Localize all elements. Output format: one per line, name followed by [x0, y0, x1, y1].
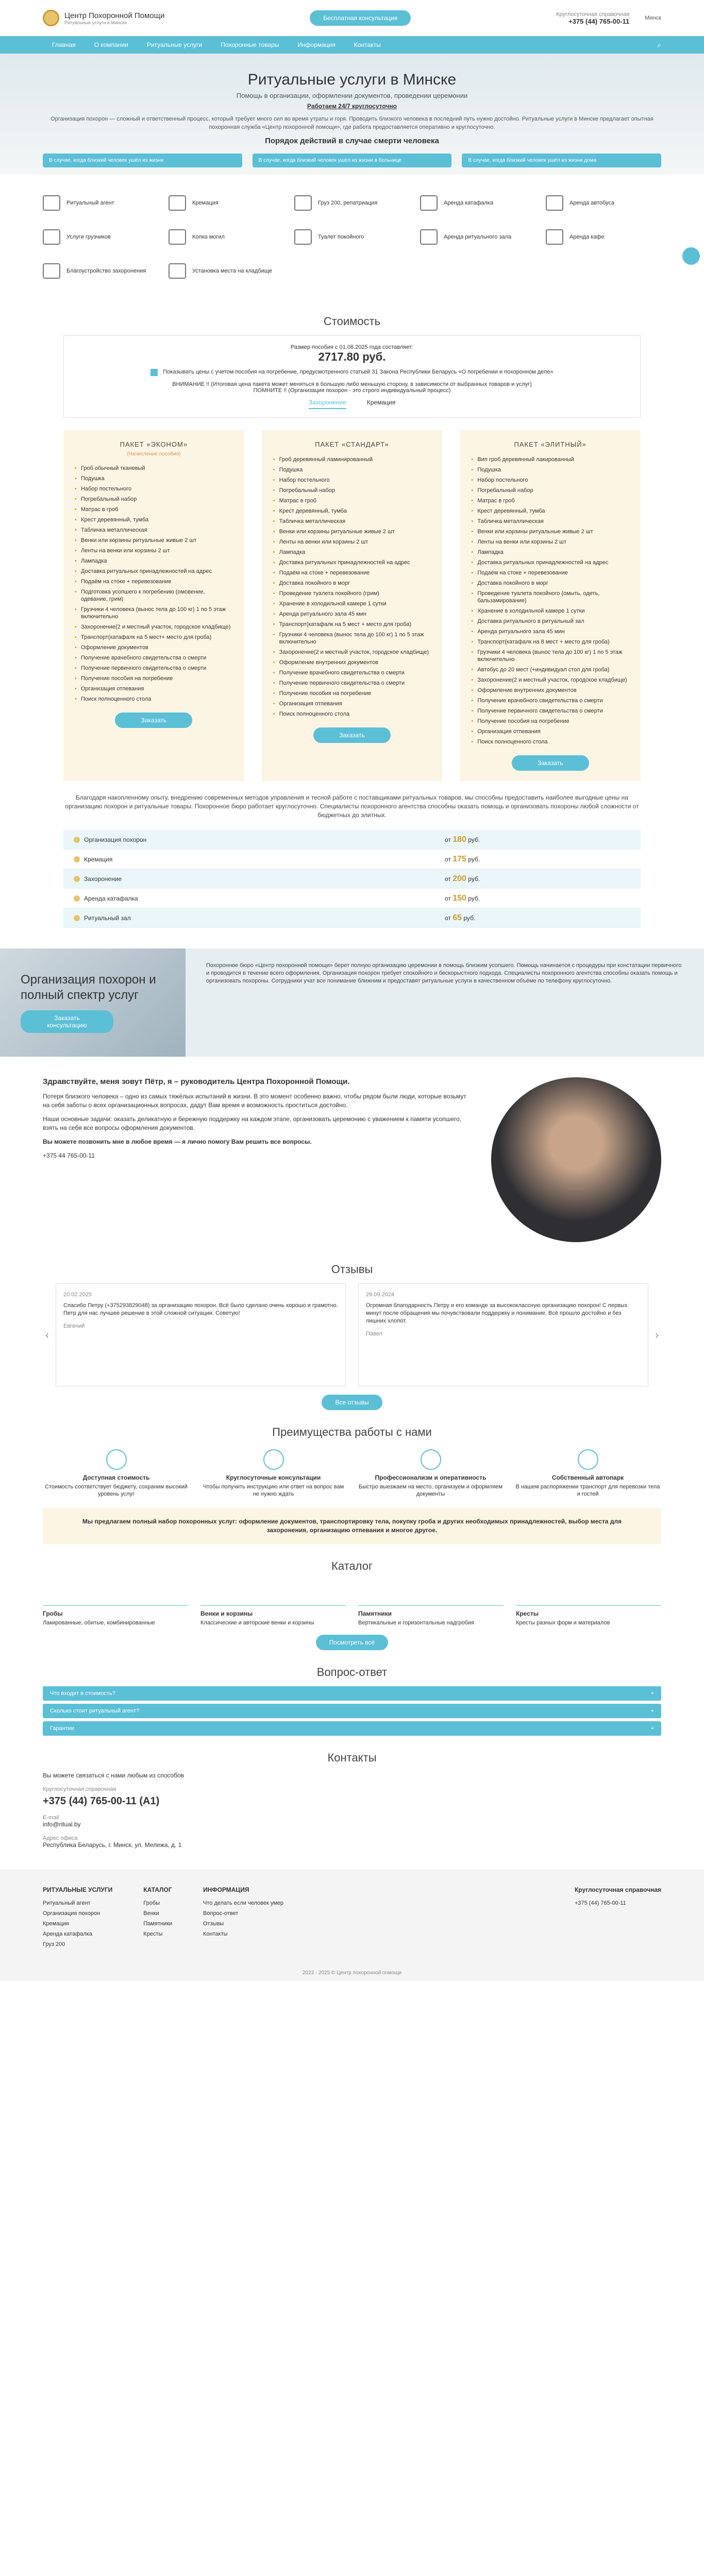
director-phone[interactable]: +375 44 765-00-11 [43, 1152, 95, 1159]
package-item: • Лампадка [75, 556, 233, 566]
shovel-icon [169, 229, 186, 245]
package-item: • Венки или корзины ритуальные живые 2 шт [75, 535, 233, 546]
service-item[interactable]: Благоустройство захоронения [43, 263, 158, 279]
package-item: • Грузчики 4 человека (вынос тела до 100 кг) 1 по 5 этаж включительно [75, 604, 233, 622]
nav-contacts[interactable]: Контакты [354, 41, 381, 48]
service-item[interactable]: Аренда катафалка [420, 195, 535, 211]
package-item: • Гроб деревянный ламинированный [273, 454, 431, 465]
price-value: 200 [452, 874, 466, 883]
package-item: • Организация отпевания [75, 684, 233, 694]
hero [0, 54, 704, 175]
footer-link[interactable]: Что делать если человек умер [203, 1900, 284, 1906]
contacts [43, 1772, 661, 1849]
plane-icon [294, 195, 312, 211]
package-item: • Подготовка усопшего к погребению (омовение, одевание, грим) [75, 587, 233, 604]
city-selector[interactable]: Минск [645, 15, 661, 21]
benefit-line: Размер пособия с 01.08.2025 года составляет: [290, 344, 414, 350]
nav-goods[interactable]: Похоронные товары [221, 41, 279, 48]
hero-subtitle: Помощь в организации, оформлении документов, проведении церемонии [236, 92, 468, 99]
director-p2: Наши основные задачи: оказать деликатную и бережную поддержку на каждом этапе, организовать церемонию с уважением к памяти усопшего, взять на себя все вопросы оформления документов. [43, 1115, 462, 1131]
service-item[interactable]: Услуги грузчиков [43, 229, 158, 245]
package-item: • Подаём на стоке + перевезование [273, 568, 431, 578]
package-economy [63, 430, 244, 781]
price-name: Кремация [84, 855, 113, 863]
package-item: • Оформление документов [75, 642, 233, 653]
package-item: • Набор постельного [273, 475, 431, 485]
director-p3: Вы можете позвонить мне в любое время — я лично помогу Вам решить все вопросы. [43, 1138, 312, 1145]
package-item: • Табличка металлическая [471, 516, 629, 527]
wreath-icon [200, 1580, 346, 1606]
package-item: • Подаём на стоке + перевезование [471, 568, 629, 578]
service-item[interactable]: Груз 200, репатриация [294, 195, 410, 211]
director-title: Здравствуйте, меня зовут Пётр, я – руководитель Центра Похоронной Помощи. [43, 1077, 350, 1086]
footer-link[interactable]: Аренда катафалка [43, 1931, 92, 1937]
bullet-icon [74, 837, 80, 843]
review-card [56, 1283, 346, 1386]
footer-col-title: КАТАЛОГ [143, 1886, 172, 1893]
bullet-icon [74, 915, 80, 921]
footer-phone-label: Круглосуточная справочная [574, 1886, 661, 1893]
package-item: • Венки или корзины ритуальные живые 2 шт [273, 527, 431, 537]
bullet-icon [74, 895, 80, 902]
cemetery-icon [169, 263, 186, 279]
package-item: • Доставка ритуальных принадлежностей на адрес [75, 566, 233, 577]
search-icon[interactable]: ⌕ [657, 40, 661, 49]
package-title: ПАКЕТ «ЭЛИТНЫЙ» [514, 440, 586, 448]
package-item: • Организация отпевания [471, 726, 629, 737]
org-text: Похоронное бюро «Центр похоронной помощи» берет полную организацию церемонии в помощь близким усопшего. Помощь начинается с процедуры при констатации первичного и проводится в течение всего оформления. Организация похорон требует спокойного и бескорыстного подхода. Специалисты похоронного агентства способны оказать помощь и организовать похороны. Сотрудники учат все понимание ближним и предоставят ритуальные услуги в качественном объёме по телефону круглосуточно. [206, 962, 682, 984]
price-from: от [445, 894, 451, 902]
package-item: • Матрас в гроб [75, 504, 233, 515]
phone-block [556, 11, 629, 25]
package-standard [262, 430, 443, 781]
contacts-address: Республика Беларусь, г. Минск, ул. Мележа, д. 1 [43, 1841, 182, 1849]
price-row [63, 869, 641, 889]
care-icon [294, 229, 312, 245]
service-item[interactable]: Аренда кафе [546, 229, 661, 245]
price-row [63, 850, 641, 869]
service-item[interactable]: Копка могил [169, 229, 284, 245]
packages [63, 430, 641, 781]
bullet-icon [74, 876, 80, 882]
price-value: 150 [452, 893, 466, 903]
contacts-phone-label: Круглосуточная справочная [43, 1786, 116, 1792]
contacts-title: Контакты [327, 1751, 377, 1764]
package-item: • Получение врачебного свидетельства о смерти [273, 668, 431, 678]
package-item: • Доставка ритуального в ритуальный зал [471, 616, 629, 626]
package-item: • Набор постельного [75, 484, 233, 494]
footer-contact [575, 1885, 661, 1950]
review-author: Павел [366, 1331, 382, 1337]
benefit-item: Доступная стоимость Стоимость соответствует бюджету, сохраним высокий уровень услуг [43, 1449, 190, 1498]
price-unit: руб. [468, 836, 480, 843]
price-unit: руб. [463, 914, 476, 922]
phone-label: Круглосуточная справочная [556, 11, 630, 18]
coffin-icon [43, 1580, 188, 1606]
price-unit: руб. [468, 855, 480, 863]
benefit-amount: 2717.80 руб. [318, 350, 386, 363]
logo-title: Центр Похоронной Помощи [64, 11, 165, 20]
order-button[interactable]: Заказать [115, 713, 192, 728]
nav-services[interactable]: Ритуальные услуги [146, 41, 203, 48]
footer-link[interactable]: Кресты [143, 1931, 163, 1937]
order-bar [43, 154, 661, 167]
org-title: Организация похорон и полный спектр услуг [21, 973, 156, 1002]
package-item: • Матрас в гроб [471, 496, 629, 506]
review-date: 29.09.2024 [366, 1292, 395, 1298]
logo-subtitle: Ритуальные услуги в Минске [64, 20, 127, 25]
copyright: 2023 - 2025 © Центр похоронной помощи [0, 1965, 704, 1981]
price-name: Аренда катафалка [84, 894, 138, 902]
package-item: • Венки или корзины ритуальные живые 2 шт [471, 527, 629, 537]
service-item[interactable]: Аренда ритуального зала [420, 229, 535, 245]
price-row [63, 908, 641, 928]
package-item: • Получение пособия на погребение [471, 716, 629, 726]
package-item: • Оформление внутренних документов [273, 657, 431, 668]
faq [43, 1686, 661, 1736]
review-card [358, 1283, 648, 1386]
hearse-icon [420, 195, 438, 211]
benefit-checkbox-label: Показывать цены с учетом пособия на погребение, предусмотренного статьей 31 Закона Республики Беларусь «О погребении и похоронном деле» [163, 369, 554, 375]
logo-icon [43, 10, 59, 26]
tab-cremation[interactable]: Кремация [366, 399, 396, 406]
package-item: • Ленты на венки или корзины 2 шт [471, 537, 629, 547]
price-value: 175 [452, 854, 466, 863]
page-title: Ритуальные услуги в Минске [247, 71, 457, 88]
price-from: от [445, 875, 451, 883]
prev-arrow-icon[interactable]: ‹ [45, 1330, 49, 1341]
package-item: • Погребальный набор [471, 485, 629, 496]
benefit-item: Круглосуточные консультации Чтобы получить инструкцию или ответ на вопрос вам не нужно ждать [200, 1449, 347, 1498]
clock-icon [263, 1449, 284, 1470]
package-item: • Получение первичного свидетельства о смерти [273, 678, 431, 688]
nav-info[interactable]: Информация [297, 41, 336, 48]
benefit-item: Профессионализм и оперативность Быстро выезжаем на место, организуем и оформляем документы [357, 1449, 504, 1498]
package-items [75, 463, 233, 704]
package-item: • Доставка ритуальных принадлежностей на адрес [273, 557, 431, 568]
package-item: • Получение пособия на погребение [273, 688, 431, 699]
package-note: (Начисление пособия) [127, 451, 181, 457]
package-item: • Подушка [75, 473, 233, 484]
package-item: • Получение первичного свидетельства о смерти [75, 663, 233, 673]
review-date: 20.02.2025 [63, 1292, 92, 1298]
package-item: • Поиск полноценного стола [273, 709, 431, 719]
benefit-checkbox[interactable] [150, 369, 158, 376]
reviews-carousel [45, 1283, 659, 1386]
services-grid [43, 175, 661, 299]
price-row [63, 889, 641, 908]
service-item[interactable]: Аренда автобуса [546, 195, 661, 211]
steps-title: Порядок действий в случае смерти человека [265, 137, 439, 145]
warning-text: ВНИМАНИЕ !! (Итоговая цена пакета может меняться в большую либо меньшую сторону, в зависимости от выбранных товаров и услуг) [172, 381, 532, 387]
package-item: • Подаём на стоке + перевезование [75, 577, 233, 587]
price-from: от [445, 914, 451, 922]
footer-link[interactable]: Гробы [143, 1900, 160, 1906]
all-reviews-button[interactable]: Все отзывы [322, 1395, 382, 1410]
price-unit: руб. [468, 894, 480, 902]
org-consult-button[interactable]: Заказать консультацию [21, 1010, 113, 1033]
urn-icon [169, 195, 186, 211]
package-item: • Транспорт(катафалк на 8 мест + место для гроба) [471, 637, 629, 647]
footer-phone[interactable]: +375 (44) 765-00-11 [574, 1900, 626, 1906]
package-item: • Хранение в холодильной камере 1 сутки [273, 599, 431, 609]
package-item: • Набор постельного [471, 475, 629, 485]
services-banner: Мы предлагаем полный набор похоронных услуг: оформление документов, транспортировку тела, покупку гроба и других необходимых принадлежностей, выбор места для захоронения, организацию отпевания и многое другое. [43, 1508, 661, 1544]
order-button[interactable]: Заказать [512, 755, 589, 771]
logo[interactable] [43, 10, 164, 26]
service-item[interactable]: Кремация [169, 195, 284, 211]
monument-icon [358, 1580, 504, 1606]
package-item: • Вип гроб деревянный лакированный [471, 454, 629, 465]
package-item: • Поиск полноценного стола [471, 737, 629, 747]
hero-intro: Организация похорон — сложный и ответственный процесс, который требует много сил во время утраты и горя. Проводить близкого человека в последний путь нужно достойно. Ритуальные услуги в Минске предлагает опытная похоронная служба «Центр похоронной помощи», где работа предоставляется оперативно и круглосуточно. [51, 116, 653, 130]
package-title: ПАКЕТ «ЭКОНОМ» [120, 440, 188, 448]
bullet-icon [74, 856, 80, 862]
cross-icon [516, 1580, 661, 1606]
order-step-2[interactable]: В случае, когда близкий человек ушёл из жизни в больнице [253, 154, 452, 167]
catalog-item[interactable]: Памятники Вертикальные и горизонтальные надгробия [358, 1580, 504, 1626]
package-item: • Табличка металлическая [273, 516, 431, 527]
header-phone[interactable]: +375 (44) 765-00-11 [568, 17, 630, 25]
package-item: • Грузчики 4 человека (вынос тела до 100 кг) 1 по 5 этаж включительно [471, 647, 629, 665]
cafe-icon [546, 229, 563, 245]
package-item: • Погребальный набор [75, 494, 233, 504]
price-row [63, 830, 641, 850]
package-item: • Подушка [273, 465, 431, 475]
organization-banner [0, 948, 704, 1057]
order-step-1[interactable]: В случае, когда близкий человек ушёл из жизни [43, 154, 242, 167]
package-item: • Захоронение(2 и местный участок, городское кладбище) [471, 675, 629, 685]
footer [0, 1869, 704, 1965]
footer-col-title: ИНФОРМАЦИЯ [203, 1886, 249, 1893]
catalog-item[interactable]: Гробы Лакированные, обитые, комбинированные [43, 1580, 188, 1626]
package-item: • Поиск полноценного стола [75, 694, 233, 704]
package-item: • Транспорт(катафалк на 5 мест + место для гроба) [273, 619, 431, 630]
main-nav [0, 36, 704, 54]
star-icon [421, 1449, 441, 1470]
footer-link[interactable]: Контакты [203, 1931, 228, 1937]
package-item: • Доставка покойного в морг [471, 578, 629, 588]
faq-item[interactable]: Сколько стоит ритуальный агент? + [43, 1704, 661, 1718]
contacts-desc: Вы можете связаться с нами любым из способов [43, 1772, 185, 1779]
faq-item[interactable]: Гарантии + [43, 1721, 661, 1736]
tab-burial[interactable]: Захоронение [309, 399, 346, 409]
catalog-item[interactable]: Кресты Кресты разных форм и материалов [516, 1580, 661, 1626]
package-item: • Аренда ритуального зала 45 мин [273, 609, 431, 619]
benefits [43, 1449, 661, 1498]
benefit-item: Собственный автопарк В нашем распоряжении транспорт для перевозки тела и гостей [514, 1449, 661, 1498]
package-item: • Проведение туалета покойного (омыть, одеть, бальзамирование) [471, 588, 629, 606]
review-author: Евгений [63, 1323, 85, 1329]
footer-link[interactable]: Памятники [143, 1921, 173, 1927]
package-item: • Организация отпевания [273, 699, 431, 709]
package-item: • Проведение туалета покойного (грим) [273, 588, 431, 599]
package-item: • Получение пособия на погребение [75, 673, 233, 684]
review-text: Огромная благодарность Петру и его команде за высококлассную организацию похорон! С первых минут после обращения мы почувствовали поддержку и понимание. Всё прошло достойно и без лишних хлопот. [366, 1302, 628, 1324]
faq-title: Вопрос-ответ [316, 1666, 388, 1679]
package-item: • Аренда ритуального зала 45 мин [471, 626, 629, 637]
package-item: • Захоронение(2 и местный участок, городское кладбище) [273, 647, 431, 657]
price-name: Ритуальный зал [84, 914, 131, 922]
package-item: • Крест деревянный, тумба [75, 515, 233, 525]
catalog [43, 1580, 661, 1626]
footer-column [203, 1885, 283, 1950]
package-item: • Захоронение(2 и местный участок, городское кладбище) [75, 622, 233, 632]
footer-link[interactable]: Груз 200 [43, 1941, 65, 1947]
package-items [471, 454, 629, 747]
price-table [63, 830, 641, 928]
package-title: ПАКЕТ «СТАНДАРТ» [315, 440, 389, 448]
footer-link[interactable]: Ритуальный агент [43, 1900, 91, 1906]
bus-icon [546, 195, 563, 211]
footer-link[interactable]: Вопрос-ответ [203, 1910, 239, 1917]
cost-title: Стоимость [323, 315, 381, 328]
package-items [273, 454, 431, 719]
nav-home[interactable]: Главная [52, 41, 76, 48]
footer-link[interactable]: Венки [143, 1910, 159, 1917]
car-icon [578, 1449, 598, 1470]
director-p1: Потеря близкого человека – одно из самых тяжёлых испытаний в жизни. В это момент особенно важно, чтобы рядом были люди, которые возьмут на себя заботы о всех организационных вопросах, дадут Вам время и возможность проститься достойно. [43, 1093, 466, 1109]
top-header [0, 0, 704, 36]
contacts-email-label: E-mail [43, 1815, 59, 1821]
benefits-title: Преимущества работы с нами [272, 1426, 432, 1438]
plus-icon: + [650, 1725, 654, 1732]
package-item: • Хранение в холодильной камере 1 сутки [471, 606, 629, 616]
service-item[interactable]: Установка места на кладбище [169, 263, 284, 279]
director-section [43, 1077, 661, 1242]
footer-col-title: РИТУАЛЬНЫЕ УСЛУГИ [43, 1886, 113, 1893]
footer-column [43, 1885, 112, 1950]
footer-column [143, 1885, 172, 1950]
price-from: от [445, 855, 451, 863]
package-item: • Лампадка [273, 547, 431, 557]
price-note: Благодаря накопленному опыту, внедрению современных методов управления и тесной работе с поставщиками ритуальных товаров, мы способны предоставить наиболее выгодные цены на организацию похорон и ритуальные товары. Похоронное бюро работает круглосуточно. Специалисты похоронного агентства способны оказать помощь и организовать похороны любой сложности от бюджетных до элитных. [65, 794, 639, 819]
plus-icon: + [650, 1690, 654, 1697]
director-photo [491, 1077, 661, 1242]
order-step-3[interactable]: В случае, когда близкий человек ушёл из жизни дома [462, 154, 661, 167]
service-item[interactable]: Туалет покойного [294, 229, 410, 245]
package-item: • Матрас в гроб [273, 496, 431, 506]
price-value: 65 [452, 913, 462, 922]
review-text: Спасибо Петру (+375293829048) за организацию похорон. Всё было сделано очень хорошо и грамотно. Петр для нас лучшее решение в этой сложной ситуации. Советую! [63, 1302, 338, 1316]
price-name: Организация похорон [84, 836, 147, 843]
package-item: • Крест деревянный, тумба [471, 506, 629, 516]
contacts-phone[interactable]: +375 (44) 765-00-11 (A1) [43, 1795, 160, 1807]
catalog-item[interactable]: Венки и корзины Классические и авторские венки и корзины [200, 1580, 346, 1626]
package-item: • Ленты на венки или корзины 2 шт [273, 537, 431, 547]
grave-icon [43, 263, 60, 279]
hall-icon [420, 229, 438, 245]
agent-icon [43, 195, 60, 211]
package-item: • Доставка ритуальных принадлежностей на адрес [471, 557, 629, 568]
package-item: • Крест деревянный, тумба [273, 506, 431, 516]
footer-link[interactable]: Кремация [43, 1921, 69, 1927]
package-item: • Подушка [471, 465, 629, 475]
package-item: • Ленты на венки или корзины 2 шт [75, 546, 233, 556]
nav-about[interactable]: О компании [94, 41, 128, 48]
remember-text: ПОМНИТЕ !! (Организация похорон - это строго индивидуальный процесс) [253, 387, 451, 394]
package-item: • Транспорт(катафалк на 5 мест+ место для гроба) [75, 632, 233, 642]
price-from: от [445, 836, 451, 843]
reviews-title: Отзывы [331, 1263, 373, 1276]
package-item: • Погребальный набор [273, 485, 431, 496]
package-item: • Получение врачебного свидетельства о смерти [471, 696, 629, 706]
hero-open-hours: Работаем 24/7 круглосуточно [307, 103, 397, 110]
service-item[interactable]: Ритуальный агент [43, 195, 158, 211]
catalog-all-button[interactable]: Посмотреть всё [316, 1635, 388, 1650]
package-elite [460, 430, 641, 781]
contacts-addr-label: Адрес офиса [43, 1835, 78, 1841]
catalog-title: Каталог [331, 1560, 373, 1572]
order-button[interactable]: Заказать [313, 727, 391, 743]
footer-link[interactable]: Организация похорон [43, 1910, 100, 1917]
contacts-email[interactable]: info@ritual.by [43, 1821, 81, 1828]
package-item: • Получение врачебного свидетельства о смерти [75, 653, 233, 663]
package-item: • Доставка покойного в морг [273, 578, 431, 588]
package-item: • Оформление внутренних документов [471, 685, 629, 696]
chat-button[interactable] [682, 247, 700, 265]
package-item: • Табличка металлическая [75, 525, 233, 535]
plus-icon: + [650, 1708, 654, 1714]
package-item: • Гроб обычный тканевый [75, 463, 233, 473]
package-item: • Получение первичного свидетельства о смерти [471, 706, 629, 716]
price-unit: руб. [468, 875, 480, 883]
consultation-button[interactable]: Бесплатная консультация [310, 10, 411, 26]
price-name: Захоронение [84, 875, 122, 883]
next-arrow-icon[interactable]: › [655, 1330, 659, 1341]
package-item: • Лампадка [471, 547, 629, 557]
porters-icon [43, 229, 60, 245]
cost-box [63, 335, 641, 418]
faq-item[interactable]: Что входит в стоимость? + [43, 1686, 661, 1701]
package-item: • Грузчики 4 человека (вынос тела до 100 кг) 1 по 5 этаж включительно [273, 630, 431, 647]
package-item: • Автобус до 20 мест (+индивидуал стол для гроба) [471, 665, 629, 675]
footer-link[interactable]: Отзывы [203, 1921, 224, 1927]
price-value: 180 [452, 835, 466, 844]
wallet-icon [106, 1449, 127, 1470]
